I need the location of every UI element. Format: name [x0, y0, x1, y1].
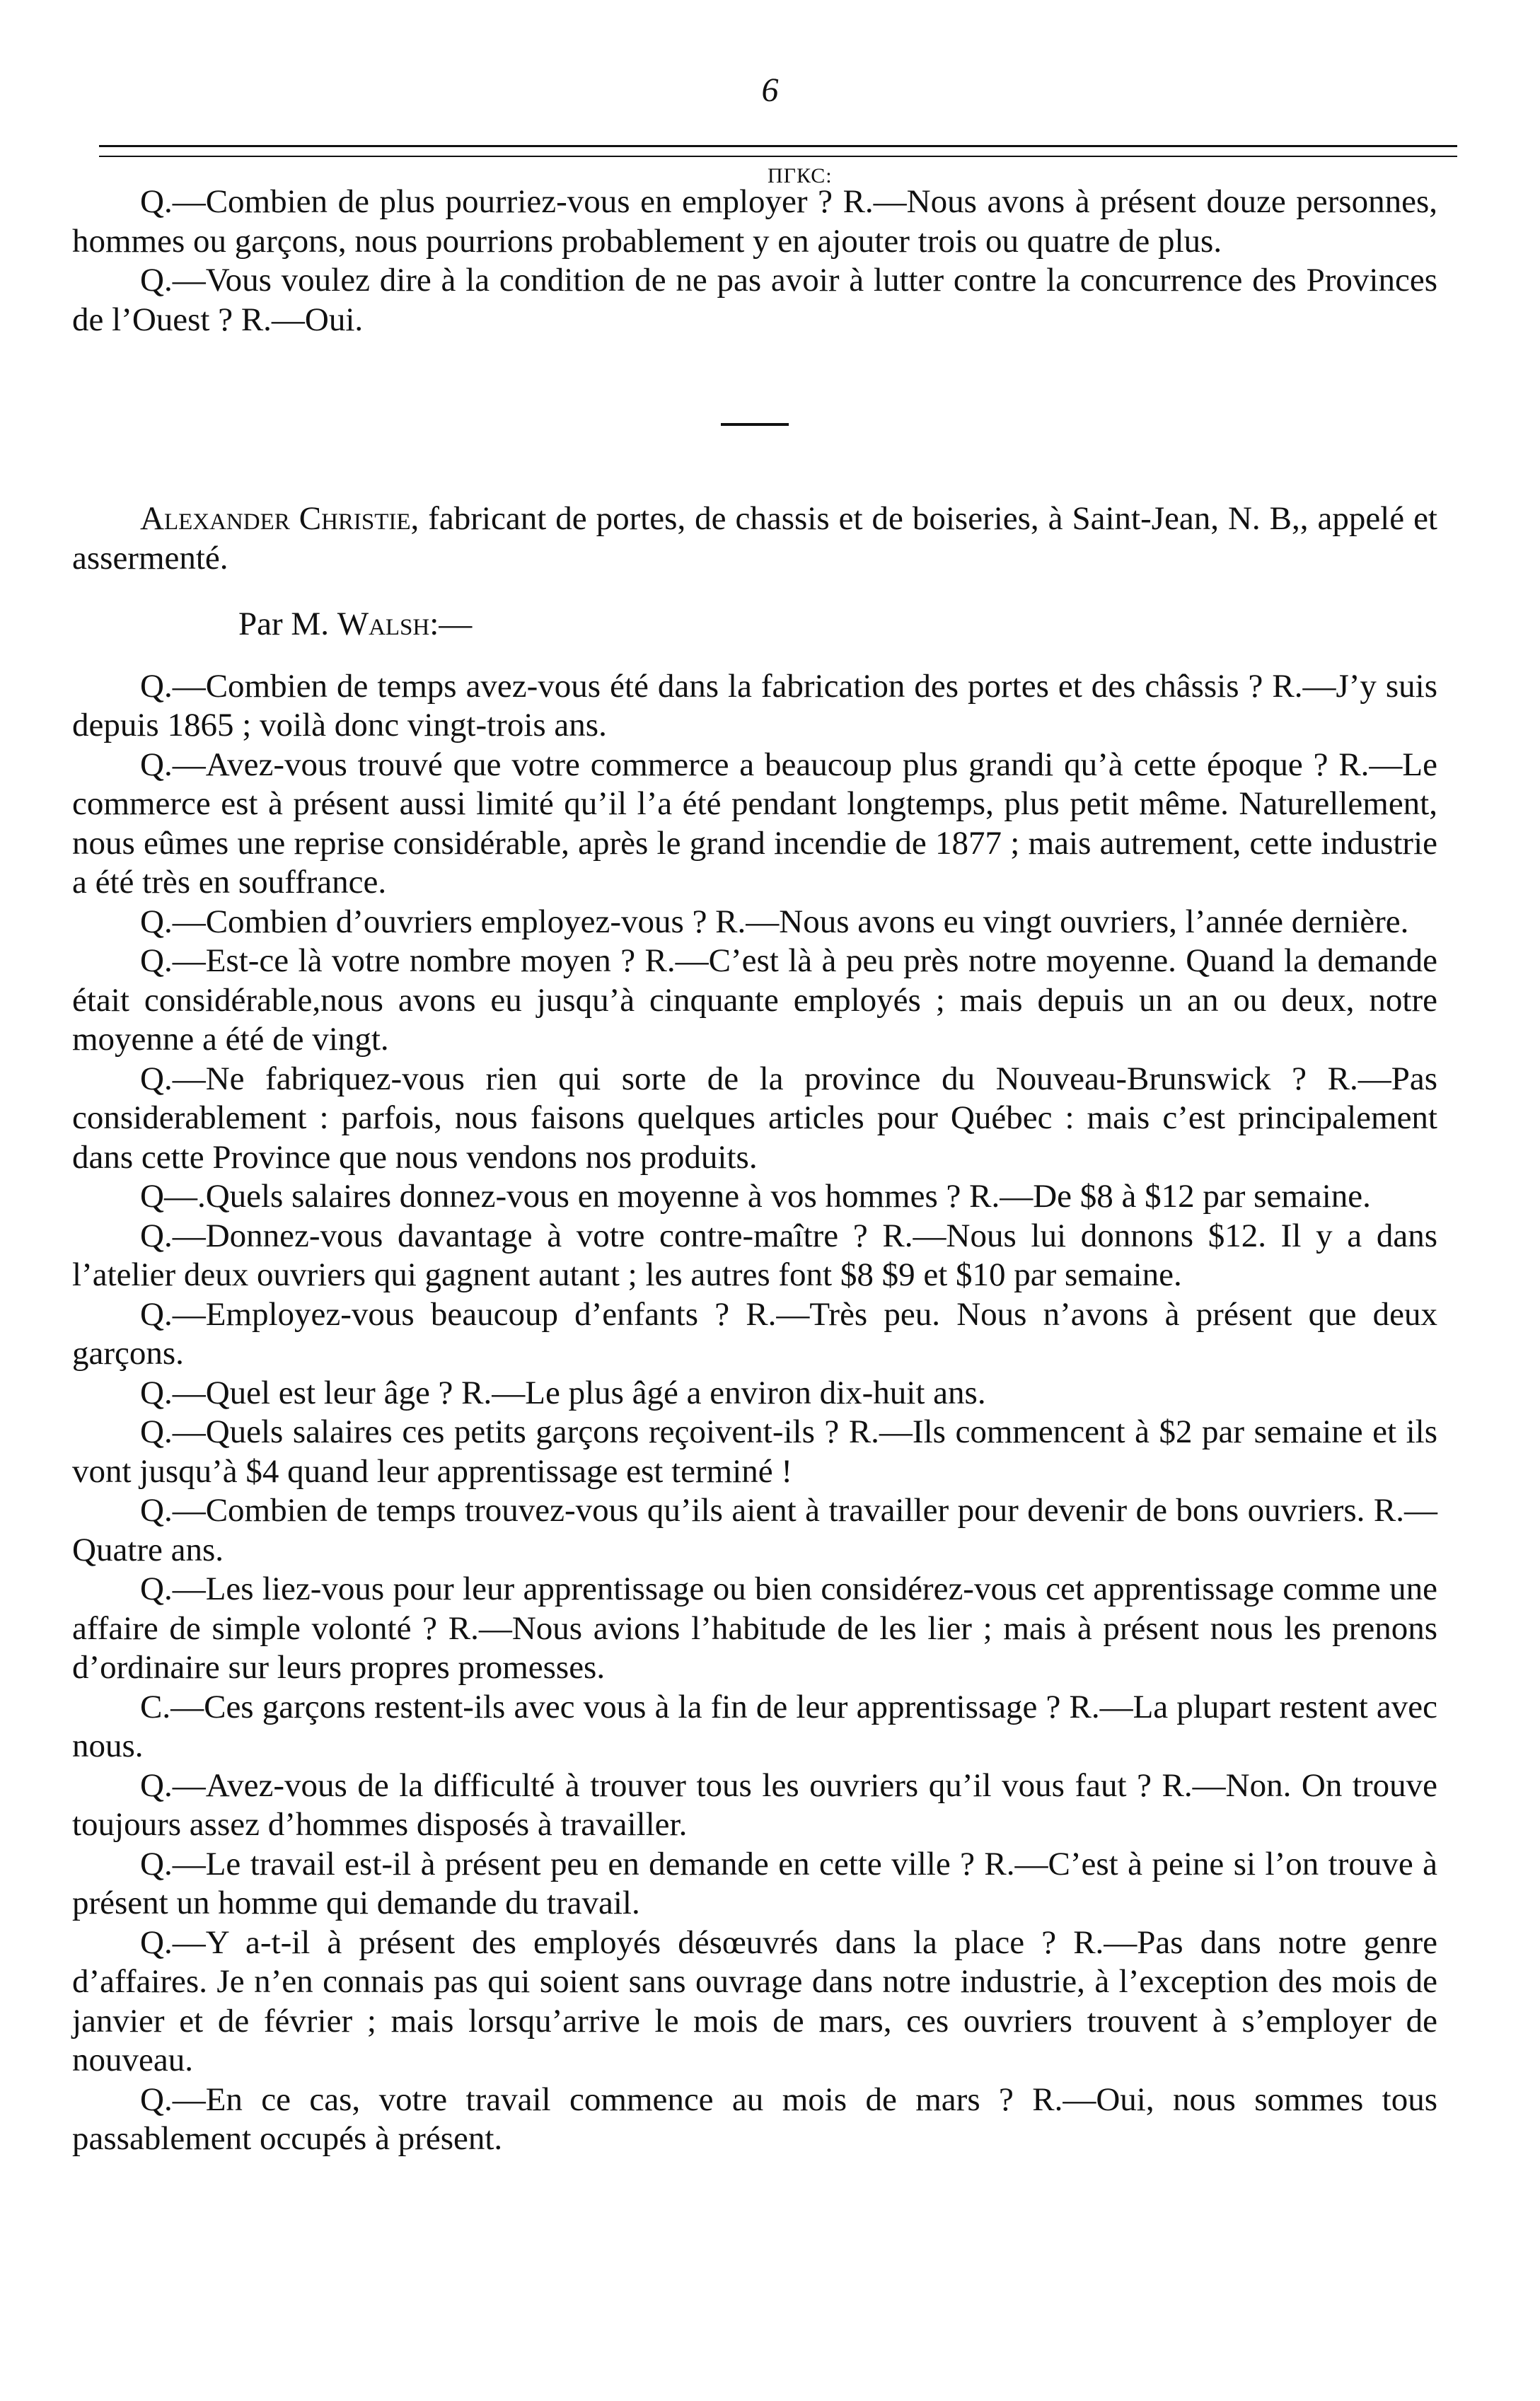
intro-paragraph-1: Q.—Combien de plus pourriez-vous en employer ? R.—Nous avons à présent douze personnes, hommes ou garçons, nous pourrions probablement y en ajouter trois ou quatre de plus.: [72, 183, 1437, 260]
witness-name: Alexander Christie,: [140, 500, 419, 537]
intro-paragraph-2: Q.—Vous voulez dire à la condition de ne pas avoir à lutter contre la concurrence des Provinces de l’Ouest ? R.—Oui.: [72, 262, 1437, 338]
stray-print-mark: ПГКС:: [768, 164, 833, 187]
testimony-paragraph-9: Q.—Quel est leur âge ? R.—Le plus âgé a environ dix-huit ans.: [140, 1374, 986, 1411]
testimony-paragraph-1: Q.—Combien de temps avez-vous été dans la fabrication des portes et des châssis ? R.—J’y suis depuis 1865 ; voilà donc vingt-trois ans.: [72, 667, 1437, 744]
testimony-paragraph-13: C.—Ces garçons restent-ils avec vous à la fin de leur apprentissage ? R.—La plupart restent avec nous.: [72, 1688, 1437, 1764]
testimony-paragraph-3: Q.—Combien d’ouvriers employez-vous ? R.—Nous avons eu vingt ouvriers, l’année dernière.: [140, 903, 1409, 940]
testimony-paragraph-12: Q.—Les liez-vous pour leur apprentissage ou bien considérez-vous cet apprentissage comme une affaire de simple volonté ? R.—Nous avions l’habitude de les lier ; mais à présent nous les prenons d’ordinaire sur leurs propres promesses.: [72, 1570, 1437, 1686]
witness-introduction: [72, 499, 1437, 578]
testimony-paragraph-14: Q.—Avez-vous de la difficulté à trouver tous les ouvriers qu’il vous faut ? R.—Non. On trouve toujours assez d’hommes disposés à travailler.: [72, 1766, 1437, 1843]
examiner-name: Walsh: [337, 606, 430, 642]
page-number: 6: [761, 71, 779, 109]
testimony-paragraph-2: Q.—Avez-vous trouvé que votre commerce a beaucoup plus grandi qu’à cette époque ? R.—Le commerce est à présent aussi limité qu’il l’a été pendant longtemps, plus petit même. Naturellement, nous eûmes une reprise considérable, après le grand incendie de 1877 ; mais autrement, cette industrie a été très en souffrance.: [72, 746, 1437, 901]
examiner-suffix: :—: [429, 606, 473, 642]
header-rule-lower: [99, 156, 1457, 157]
testimony-paragraph-4: Q.—Est-ce là votre nombre moyen ? R.—C’est là à peu près notre moyenne. Quand la demande était considérable,nous avons eu jusqu’à cinquante employés ; mais depuis un an ou deux, notre moyenne a été de vingt.: [72, 942, 1437, 1058]
testimony-paragraph-10: Q.—Quels salaires ces petits garçons reçoivent-ils ? R.—Ils commencent à $2 par semaine et ils vont jusqu’à $4 quand leur apprentissage est terminé !: [72, 1413, 1437, 1490]
examiner-line: [72, 605, 1437, 644]
testimony-paragraph-11: Q.—Combien de temps trouvez-vous qu’ils aient à travailler pour devenir de bons ouvriers. R.—Quatre ans.: [72, 1492, 1437, 1568]
examiner-prefix: Par M.: [238, 606, 337, 642]
header-rule-upper: [99, 145, 1457, 147]
testimony-paragraph-6: Q—.Quels salaires donnez-vous en moyenne à vos hommes ? R.—De $8 à $12 par semaine.: [140, 1178, 1371, 1215]
testimony-paragraph-8: Q.—Employez-vous beaucoup d’enfants ? R.—Très peu. Nous n’avons à présent que deux garçons.: [72, 1295, 1437, 1372]
witness-description: fabricant de portes, de chassis et de boiseries, à Saint-Jean, N. B,, appelé et assermenté.: [72, 500, 1437, 577]
testimony-paragraph-16: Q.—Y a-t-il à présent des employés désœuvrés dans la place ? R.—Pas dans notre genre d’affaires. Je n’en connais pas qui soient sans ouvrage dans notre industrie, à l’exception des mois de janvier et de février ; mais lorsqu’arrive le mois de mars, ces ouvriers trouvent à s’employer de nouveau.: [72, 1923, 1437, 2078]
testimony-paragraph-17: Q.—En ce cas, votre travail commence au mois de mars ? R.—Oui, nous sommes tous passablement occupés à présent.: [72, 2081, 1437, 2157]
testimony-paragraph-15: Q.—Le travail est-il à présent peu en demande en cette ville ? R.—C’est à peine si l’on trouve à présent un homme qui demande du travail.: [72, 1845, 1437, 1921]
document-body: [72, 183, 1437, 2159]
testimony-paragraph-7: Q.—Donnez-vous davantage à votre contre-maître ? R.—Nous lui donnons $12. Il y a dans l’atelier deux ouvriers qui gagnent autant ; les autres font $8 $9 et $10 par semaine.: [72, 1217, 1437, 1293]
testimony-paragraph-5: Q.—Ne fabriquez-vous rien qui sorte de la province du Nouveau-Brunswick ? R.—Pas considerablement : parfois, nous faisons quelques articles pour Québec : mais c’est principalement dans cette Province que nous vendons nos produits.: [72, 1060, 1437, 1176]
section-separator: [721, 423, 789, 426]
